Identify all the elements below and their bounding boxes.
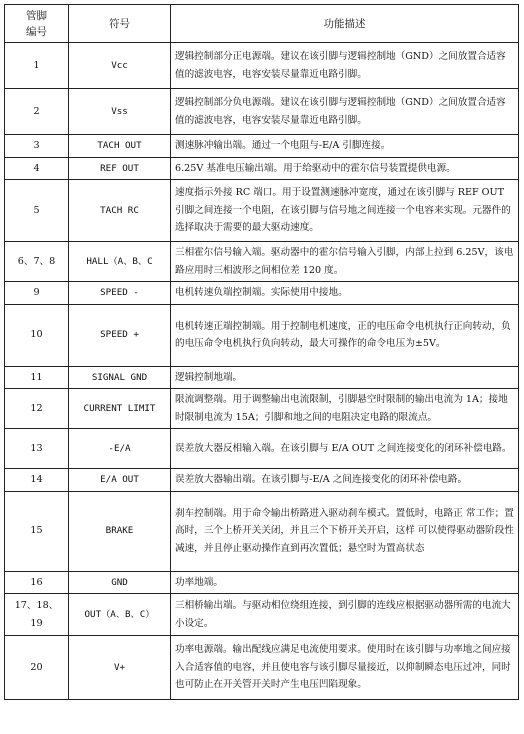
pin-description-cell: 误差放大器反相输入端。在该引脚与 E/A OUT 之间连接变化的闭环补偿电路。 xyxy=(171,429,519,469)
pin-description-cell: 三相桥输出端。与驱动相位绕组连接，到引脚的连线应根据驱动器所需的电流大小设定。 xyxy=(171,594,519,636)
table-row xyxy=(5,594,519,636)
pin-description-cell: 逻辑控制地端。 xyxy=(171,366,519,389)
pin-symbol-cell: -E/A xyxy=(69,429,171,469)
pin-symbol-cell: REF OUT xyxy=(69,157,171,180)
table-row xyxy=(5,366,519,389)
pin-function-table xyxy=(4,4,519,700)
pin-number-cell: 12 xyxy=(5,389,69,429)
pin-number-cell: 15 xyxy=(5,491,69,571)
pin-description-cell: 限流调整端。用于调整输出电流限制，引脚悬空时限制的输出电流为 1A；接地时限制电流为 15A；引脚和地之间的电阻决定电路的限流点。 xyxy=(171,389,519,429)
pin-number-cell: 6、7、8 xyxy=(5,242,69,282)
pin-description-cell: 功率电源端。输出配线应满足电流使用要求。使用时在该引脚与功率地之间应接入合适容值的电容，并且使电容与该引脚尽量接近，以抑制瞬态电压过冲，同时也可防止在开关管开关时产生电压凹陷现象。 xyxy=(171,636,519,700)
pin-number-cell: 3 xyxy=(5,135,69,158)
pin-description-cell: 6.25V 基准电压输出端。用于给驱动中的霍尔信号装置提供电源。 xyxy=(171,157,519,180)
pin-number-cell: 4 xyxy=(5,157,69,180)
pin-number-cell: 14 xyxy=(5,469,69,492)
pin-number-cell: 10 xyxy=(5,304,69,366)
table-row xyxy=(5,282,519,305)
pin-number-cell: 5 xyxy=(5,180,69,242)
pin-description-cell: 功率地端。 xyxy=(171,571,519,594)
pin-number-cell: 2 xyxy=(5,89,69,135)
pin-symbol-cell: SPEED + xyxy=(69,304,171,366)
pin-symbol-cell: OUT（A、B、C） xyxy=(69,594,171,636)
pin-symbol-cell: Vcc xyxy=(69,43,171,89)
pin-description-cell: 测速脉冲输出端。通过一个电阻与-E/A 引脚连接。 xyxy=(171,135,519,158)
header-pin-number: 管脚 编号 xyxy=(5,5,69,43)
pin-symbol-cell: E/A OUT xyxy=(69,469,171,492)
table-row xyxy=(5,429,519,469)
table-row xyxy=(5,242,519,282)
table-row xyxy=(5,180,519,242)
pin-symbol-cell: Vss xyxy=(69,89,171,135)
table-row xyxy=(5,43,519,89)
pin-description-cell: 误差放大器输出端。在该引脚与-E/A 之间连接变化的闭环补偿电路。 xyxy=(171,469,519,492)
table-row xyxy=(5,491,519,571)
table-row xyxy=(5,389,519,429)
pin-description-cell: 速度指示外接 RC 端口。用于设置测速脉冲宽度，通过在该引脚与 REF OUT 引脚之间连接一个电阻，在该引脚与信号地之间连接一个电容来实现。元器件的选择取决于需要的最大驱动速度。 xyxy=(171,180,519,242)
pin-symbol-cell: TACH OUT xyxy=(69,135,171,158)
pin-number-cell: 13 xyxy=(5,429,69,469)
table-row xyxy=(5,636,519,700)
pin-number-cell: 9 xyxy=(5,282,69,305)
pin-symbol-cell: SPEED - xyxy=(69,282,171,305)
pin-symbol-cell: CURRENT LIMIT xyxy=(69,389,171,429)
pin-symbol-cell: TACH RC xyxy=(69,180,171,242)
pin-symbol-cell: BRAKE xyxy=(69,491,171,571)
pin-number-cell: 16 xyxy=(5,571,69,594)
pin-symbol-cell: HALL（A、B、C xyxy=(69,242,171,282)
header-description: 功能描述 xyxy=(171,5,519,43)
pin-number-cell: 1 xyxy=(5,43,69,89)
pin-description-cell: 电机转速负端控制端。实际使用中接地。 xyxy=(171,282,519,305)
pin-description-cell: 三相霍尔信号输入端。驱动器中的霍尔信号输入引脚，内部上拉到 6.25V，该电路应用时三相波形之间相位差 120 度。 xyxy=(171,242,519,282)
pin-number-cell: 11 xyxy=(5,366,69,389)
pin-number-cell: 20 xyxy=(5,636,69,700)
pin-description-cell: 逻辑控制部分负电源端。建议在该引脚与逻辑控制地（GND）之间放置合适容值的滤波电容，电容安装尽量靠近电路引脚。 xyxy=(171,89,519,135)
table-row xyxy=(5,304,519,366)
pin-description-cell: 刹车控制端。用于命令输出桥路进入驱动刹车模式。置低时，电路正 常工作；置高时，三个上桥开关关闭，并且三个下桥开关开启，这样 可以使得驱动器阶段性减速，并且停止驱动操作直到再次置低；悬空时为置高状态 xyxy=(171,491,519,571)
header-symbol: 符号 xyxy=(69,5,171,43)
header-row xyxy=(5,5,519,43)
pin-symbol-cell: SIGNAL GND xyxy=(69,366,171,389)
table-row xyxy=(5,571,519,594)
pin-symbol-cell: V+ xyxy=(69,636,171,700)
pin-number-cell: 17、18、19 xyxy=(5,594,69,636)
pin-description-cell: 电机转速正端控制端。用于控制电机速度，正的电压命令电机执行正向转动，负的电压命令电机执行负向转动，最大可操作的命令电压为±5V。 xyxy=(171,304,519,366)
pin-description-cell: 逻辑控制部分正电源端。建议在该引脚与逻辑控制地（GND）之间放置合适容值的滤波电容，电容安装尽量靠近电路引脚。 xyxy=(171,43,519,89)
table-row xyxy=(5,135,519,158)
table-row xyxy=(5,89,519,135)
pin-symbol-cell: GND xyxy=(69,571,171,594)
table-row xyxy=(5,157,519,180)
table-row xyxy=(5,469,519,492)
